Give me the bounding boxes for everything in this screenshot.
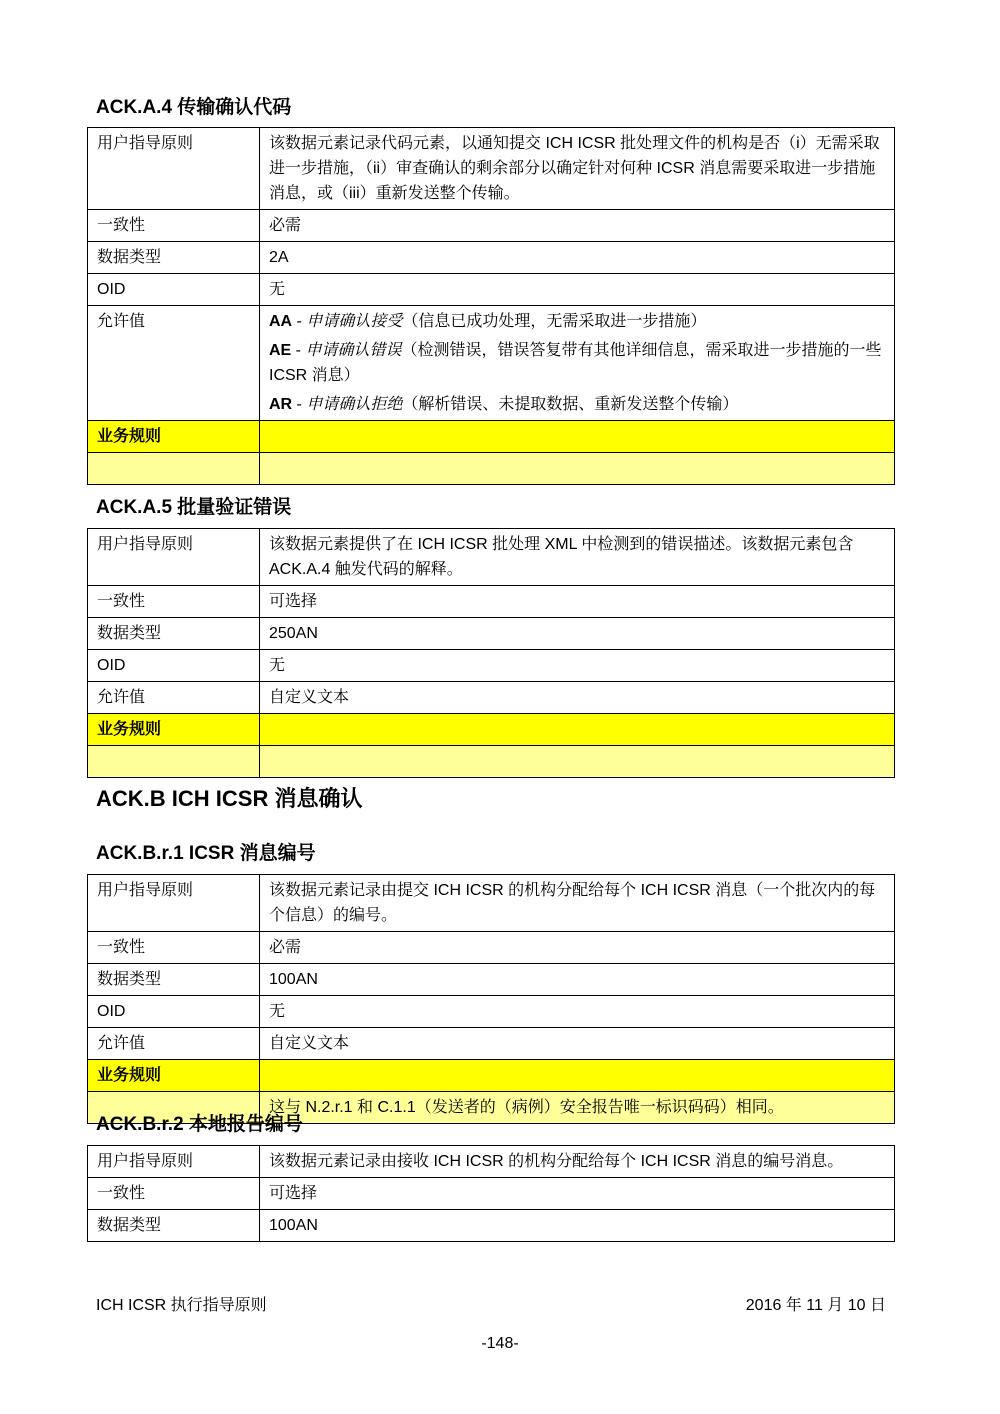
row-label: 数据类型: [88, 242, 260, 274]
spec-table-ack-a4: [87, 127, 895, 485]
row-value: 自定义文本: [260, 682, 895, 714]
row-label: 业务规则: [88, 714, 260, 746]
row-value: [260, 421, 895, 453]
table-row: [88, 1178, 895, 1210]
row-label: 数据类型: [88, 618, 260, 650]
row-value: 无: [260, 274, 895, 306]
allowed-sep: -: [291, 342, 306, 359]
row-label: [88, 453, 260, 485]
row-value: 必需: [260, 932, 895, 964]
table-row: [88, 932, 895, 964]
table-row: [88, 618, 895, 650]
table-row: [88, 875, 895, 932]
row-value: 可选择: [260, 1178, 895, 1210]
table-row: [88, 650, 895, 682]
row-value: 该数据元素提供了在 ICH ICSR 批处理 XML 中检测到的错误描述。该数据元素包含 ACK.A.4 触发代码的解释。: [260, 529, 895, 586]
row-label: 允许值: [88, 1028, 260, 1060]
row-label: OID: [88, 274, 260, 306]
row-value: 无: [260, 996, 895, 1028]
row-value: 250AN: [260, 618, 895, 650]
allowed-term: 申请确认错误: [305, 342, 402, 359]
row-label: 一致性: [88, 586, 260, 618]
row-label: 一致性: [88, 210, 260, 242]
spec-table-ack-br2: [87, 1145, 895, 1242]
row-value: 该数据元素记录代码元素，以通知提交 ICH ICSR 批处理文件的机构是否（i）无需采取进一步措施，（ii）审查确认的剩余部分以确定针对何种 ICSR 消息需要采取进一步措施消息，或（iii）重新发送整个传输。: [260, 128, 895, 210]
row-label: 一致性: [88, 932, 260, 964]
table-row: [88, 682, 895, 714]
row-value: [260, 746, 895, 778]
table-row: [88, 1146, 895, 1178]
table-row: [88, 586, 895, 618]
row-value: 无: [260, 650, 895, 682]
row-label: 数据类型: [88, 964, 260, 996]
footer-date: 2016 年 11 月 10 日: [745, 1297, 886, 1314]
table-row: [88, 306, 895, 421]
row-label: OID: [88, 650, 260, 682]
row-value: 必需: [260, 210, 895, 242]
table-row: [88, 210, 895, 242]
row-label: 用户指导原则: [88, 875, 260, 932]
spec-table-ack-a5: [87, 528, 895, 778]
table-row: [88, 1028, 895, 1060]
row-value: [260, 453, 895, 485]
allowed-desc: （信息已成功处理，无需采取进一步措施）: [402, 313, 707, 330]
allowed-desc: （解析错误、未提取数据、重新发送整个传输）: [402, 396, 739, 413]
allowed-value-item: [269, 309, 885, 334]
row-label: OID: [88, 996, 260, 1028]
allowed-code: AE: [269, 342, 292, 359]
allowed-desc: （检测错误，错误答复带有其他详细信息，需采取进一步措施的一些 ICSR 消息）: [269, 342, 882, 384]
table-row: [88, 1210, 895, 1242]
allowed-sep: -: [292, 313, 307, 330]
row-label: 数据类型: [88, 1210, 260, 1242]
row-value: 自定义文本: [260, 1028, 895, 1060]
allowed-code: AR: [269, 396, 293, 413]
row-label: 用户指导原则: [88, 1146, 260, 1178]
page-number: -148-: [481, 1335, 519, 1352]
section-heading-ack-a5: ACK.A.5 批量验证错误: [96, 497, 292, 518]
section-heading-ack-a4: ACK.A.4 传输确认代码: [96, 97, 292, 118]
row-value: [260, 714, 895, 746]
section-heading-ack-br1: ACK.B.r.1 ICSR 消息编号: [96, 843, 316, 864]
business-rules-body-row: [88, 453, 895, 485]
table-row: [88, 274, 895, 306]
section-heading-ack-br2: ACK.B.r.2 本地报告编号: [96, 1114, 303, 1135]
allowed-code: AA: [269, 313, 293, 330]
row-label: 用户指导原则: [88, 529, 260, 586]
table-row: [88, 128, 895, 210]
row-label: 允许值: [88, 306, 260, 421]
allowed-term: 申请确认接受: [306, 313, 403, 330]
row-value: 该数据元素记录由接收 ICH ICSR 的机构分配给每个 ICH ICSR 消息的编号消息。: [260, 1146, 895, 1178]
row-value: 该数据元素记录由提交 ICH ICSR 的机构分配给每个 ICH ICSR 消息（一个批次内的每个信息）的编号。: [260, 875, 895, 932]
row-value: [260, 1060, 895, 1092]
row-value: 可选择: [260, 586, 895, 618]
major-heading-ack-b: ACK.B ICH ICSR 消息确认: [96, 786, 363, 811]
business-rules-body-row: [88, 746, 895, 778]
allowed-values-list: [260, 306, 895, 421]
business-rules-header-row: [88, 714, 895, 746]
spec-table-ack-br1: [87, 874, 895, 1124]
table-row: [88, 242, 895, 274]
business-rules-header-row: [88, 1060, 895, 1092]
row-label: 业务规则: [88, 1060, 260, 1092]
allowed-term: 申请确认拒绝: [306, 396, 403, 413]
row-label: 用户指导原则: [88, 128, 260, 210]
allowed-value-item: [269, 392, 885, 417]
row-label: [88, 746, 260, 778]
table-row: [88, 964, 895, 996]
row-value: 2A: [260, 242, 895, 274]
row-value: 100AN: [260, 1210, 895, 1242]
table-row: [88, 529, 895, 586]
row-label: 一致性: [88, 1178, 260, 1210]
row-value: 100AN: [260, 964, 895, 996]
table-row: [88, 996, 895, 1028]
allowed-sep: -: [292, 396, 307, 413]
business-rules-header-row: [88, 421, 895, 453]
footer-document-title: ICH ICSR 执行指导原则: [96, 1297, 267, 1314]
row-label: 业务规则: [88, 421, 260, 453]
allowed-value-item: [269, 338, 885, 388]
row-value: 这与 N.2.r.1 和 C.1.1（发送者的（病例）安全报告唯一标识码码）相同。: [260, 1092, 895, 1124]
row-label: 允许值: [88, 682, 260, 714]
